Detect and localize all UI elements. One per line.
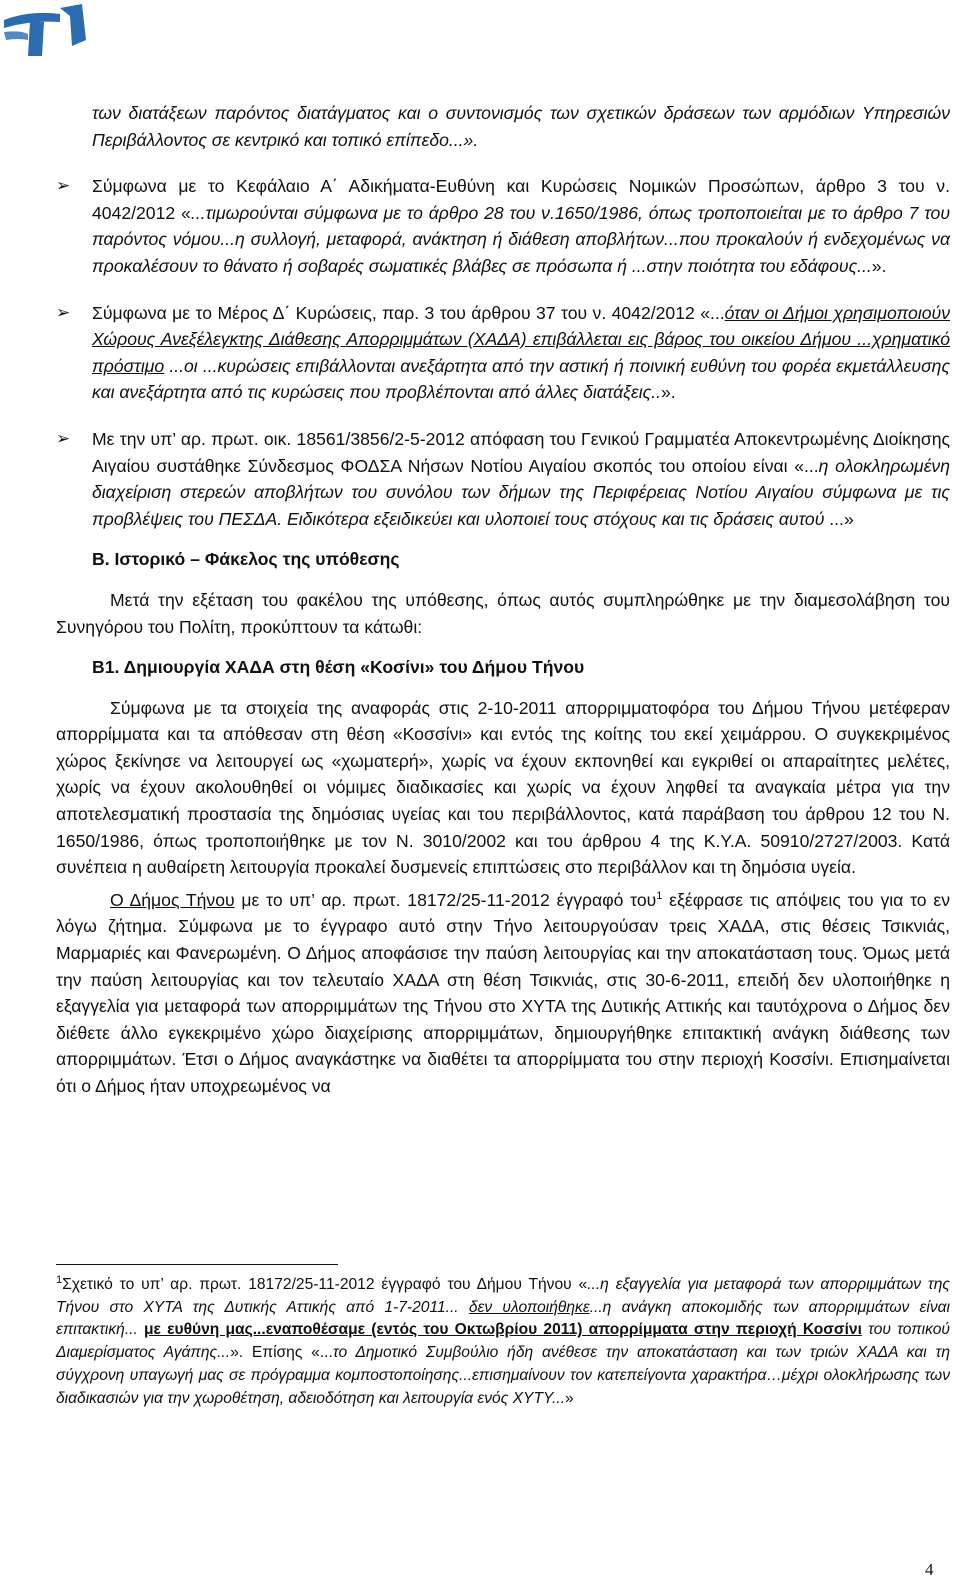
bullet-law-4042-art37 [56,300,950,406]
logo-wing [4,31,28,40]
section-b1-heading: Β1. Δημιουργία ΧΑΔΑ στη θέση «Κοσίνι» του Δήμου Τήνου [92,657,585,678]
para-text: με το υπ’ αρ. πρωτ. 18172/25-11-2012 έγγραφό του [234,889,657,910]
arrow-bullet-icon: ➢ [56,302,71,322]
footnote-marker: 1 [56,1273,63,1286]
bullet-text: Με την υπ’ αρ. πρωτ. οικ. 18561/3856/2-5-2012 απόφαση του Γενικού Γραμματέα Αποκεντρωμένης Διοίκησης Αιγαίου συστάθηκε Σύνδεσμος ΦΟΔΣΑ Νήσων Νοτίου Αιγαίου σκοπός του οποίου είναι «... [92,428,950,476]
bullet-quote: η ολοκληρωμένη διαχείριση στερεών αποβλήτων του συνόλου των δήμων της Περιφέρειας Νοτίου Αιγαίου σύμφωνα με τις προβλέψεις του ΠΕΣΔΑ. Ειδικότερα εξειδικεύει και υλοποιεί τους στόχους και τις δράσεις αυτού [92,455,950,529]
arrow-bullet-icon: ➢ [56,176,71,196]
footnote-quote-underlined: δεν υλοποιήθηκε [468,1298,590,1316]
bullet-end: ...» [824,508,854,529]
paragraph-review: Μετά την εξέταση του φακέλου της υπόθεσης, όπως αυτός συμπληρώθηκε με την διαμεσολάβηση του Συνηγόρου του Πολίτη, προκύπτουν τα κάτωθι: [56,589,950,637]
footnote-quote-bold: με ευθύνη μας...εναποθέσαμε (εντός του Οκτωβρίου 2011) απορρίμματα στην περιοχή Κοσσίνι [144,1321,862,1339]
intro-paragraph: των διατάξεων παρόντος διατάγματος και ο συντονισμός των σχετικών δράσεων των αρμόδιων Υπηρεσιών Περιβάλλοντος σε κεντρικό και τοπικό επίπεδο...». [92,103,950,150]
bullet-text: Σύμφωνα με το Μέρος Δ΄ Κυρώσεις, παρ. 3 του άρθρου 37 του ν. 4042/2012 «... [92,302,725,323]
page-number: 4 [925,1560,934,1579]
logo-icon [0,0,90,60]
footnote-quote: ...η εξαγγελία για μεταφορά των απορριμμάτων της Τήνου στο ΧΥΤΑ της Δυτικής Αττικής από 1-7-2011... [56,1276,950,1316]
footnote-divider [56,1264,338,1265]
bullet-end: ». [871,255,887,276]
document-body [56,100,950,1100]
footnote-1 [56,1274,950,1410]
paragraph-municipality-response [56,887,950,1100]
bullet-end: ». [661,382,676,403]
bullet-quote: ...τιμωρούνται σύμφωνα με το άρθρο 28 του ν.1650/1986, όπως τροποποιείται με το άρθρο 7 του παρόντος νόμου...η συλλογή, μεταφορά, ανάκτηση ή διάθεση αποβλήτων...που προκαλούν ή ενδεχομένως να προκαλέσουν το θάνατο ή σοβαρές σωματικές βλάβες σε πρόσωπα ή ...στην ποιότητα του εδάφους... [92,202,951,276]
logo-right [60,4,86,46]
footnote-text: » [564,1389,574,1407]
section-b-heading: Β. Ιστορικό – Φάκελος της υπόθεσης [92,549,400,570]
footnote-quote: ...η ανάγκη αποκομιδής των απορριμμάτων είναι επιτακτική... [56,1298,950,1339]
arrow-bullet-icon: ➢ [56,428,71,448]
bullet-quote-underlined: όταν οι Δήμοι χρησιμοποιούν Χώρους Ανεξέλεγκτης Διάθεσης Απορριμμάτων (ΧΑΔΑ) επιβάλλεται εις βάρος του οικείου Δήμου ...χρηματικό πρόστιμο [92,302,950,376]
footnote-quote: το Δημοτικό Συμβούλιο ήδη ανέθεσε την αποκατάσταση και των τριών ΧΑΔΑ και τη σύγχρονη υπαγωγή μας σε πρόγραμμα κομποστοποίησης...επισημαίνουν τον κατεπείγοντα χαρακτήρα…μέχρι ολοκλήρωσης των διαδικασιών για την χωροθέτηση, αδειοδότηση και λειτουργία ενός ΧΥΤΥ... [56,1344,951,1407]
footnote-text: Σχετικό το υπ’ αρ. πρωτ. 18172/25-11-2012 έγγραφό του Δήμου Τήνου « [62,1276,588,1293]
footnote-ref[interactable]: 1 [656,889,663,902]
bullet-law-4042-art3 [56,173,950,279]
footnote-text: ». Επίσης «... [230,1344,333,1362]
paragraph-complaint: Σύμφωνα με τα στοιχεία της αναφοράς στις 2-10-2011 απορριμματοφόρα του Δήμου Τήνου μετέφεραν απορρίμματα και τα απόθεσαν στη θέση «Κοσσίνι» και εντός της κοίτης του εκεί χειμάρρου. Ο συγκεκριμένος χώρος ξεκίνησε να λειτουργεί ως «χωματερή», χωρίς να έχουν εκπονηθεί και εγκριθεί οι απαραίτητες μελέτες, χωρίς να έχουν ακολουθηθεί οι νόμιμες διαδικασίες και χωρίς να έχουν ληφθεί τα αναγκαία μέτρα για την αποτελεσματική προστασία της δημόσιας υγείας και του περιβάλλοντος, κατά παράβαση του άρθρου 12 του Ν. 1650/1986, όπως τροποποιήθηκε με τον Ν. 3010/2002 και του άρθρου 4 της Κ.Υ.Α. 50910/2727/2003. Κατά συνέπεια η αυθαίρετη λειτουργία προκαλεί δυσμενείς επιπτώσεις στο περιβάλλον και τη δημόσια υγεία. [56,697,950,878]
logo-stem [28,22,44,56]
footnote-quote: του τοπικού Διαμερίσματος Αγάπης... [56,1321,950,1362]
municipality-name: Ο Δήμος Τήνου [110,889,235,910]
para-text: εξέφρασε τις απόψεις του για το εν λόγω ζήτημα. Σύμφωνα με το έγγραφο αυτό στην Τήνο λειτουργούσαν τρεις ΧΑΔΑ, στις θέσεις Τσικνιάς, Μαρμαριές και Φανερωμένη. Ο Δήμος αποφάσισε την παύση λειτουργίας και την αποκατάσταση τους. Όμως μετά την παύση λειτουργίας και τον τελευταίο ΧΑΔΑ στη θέση Τσικνιάς, στις 30-6-2011, επειδή δεν υλοποιήθηκε η εξαγγελία για μεταφορά των απορριμμάτων της Τήνου στο ΧΥΤΑ της Δυτικής Αττικής και ταυτόχρονα ο Δήμος δεν διέθετε άλλο εγκεκριμένο χώρο διαχείρισης απορριμμάτων, δημιουργήθηκε επιτακτική ανάγκη διάθεσης των απορριμμάτων. Έτσι ο Δήμος αναγκάστηκε να διαθέτει τα απορρίμματα του στην περιοχή Κοσσίνι. Επισημαίνεται ότι ο Δήμος ήταν υποχρεωμένος να [56,889,951,1096]
bullet-text: Σύμφωνα με το Κεφάλαιο Α΄ Αδικήματα-Ευθύνη και Κυρώσεις Νομικών Προσώπων, άρθρο 3 του ν. 4042/2012 « [92,176,950,223]
bullet-quote: ...οι ...κυρώσεις επιβάλλονται ανεξάρτητα από την αστική ή ποινική ευθύνη του φορέα εκμετάλλευσης και ανεξάρτητα από τις κυρώσεις που προβλέπονται από άλλες διατάξεις.. [92,355,950,403]
bullet-fodsa-decision [56,426,950,532]
